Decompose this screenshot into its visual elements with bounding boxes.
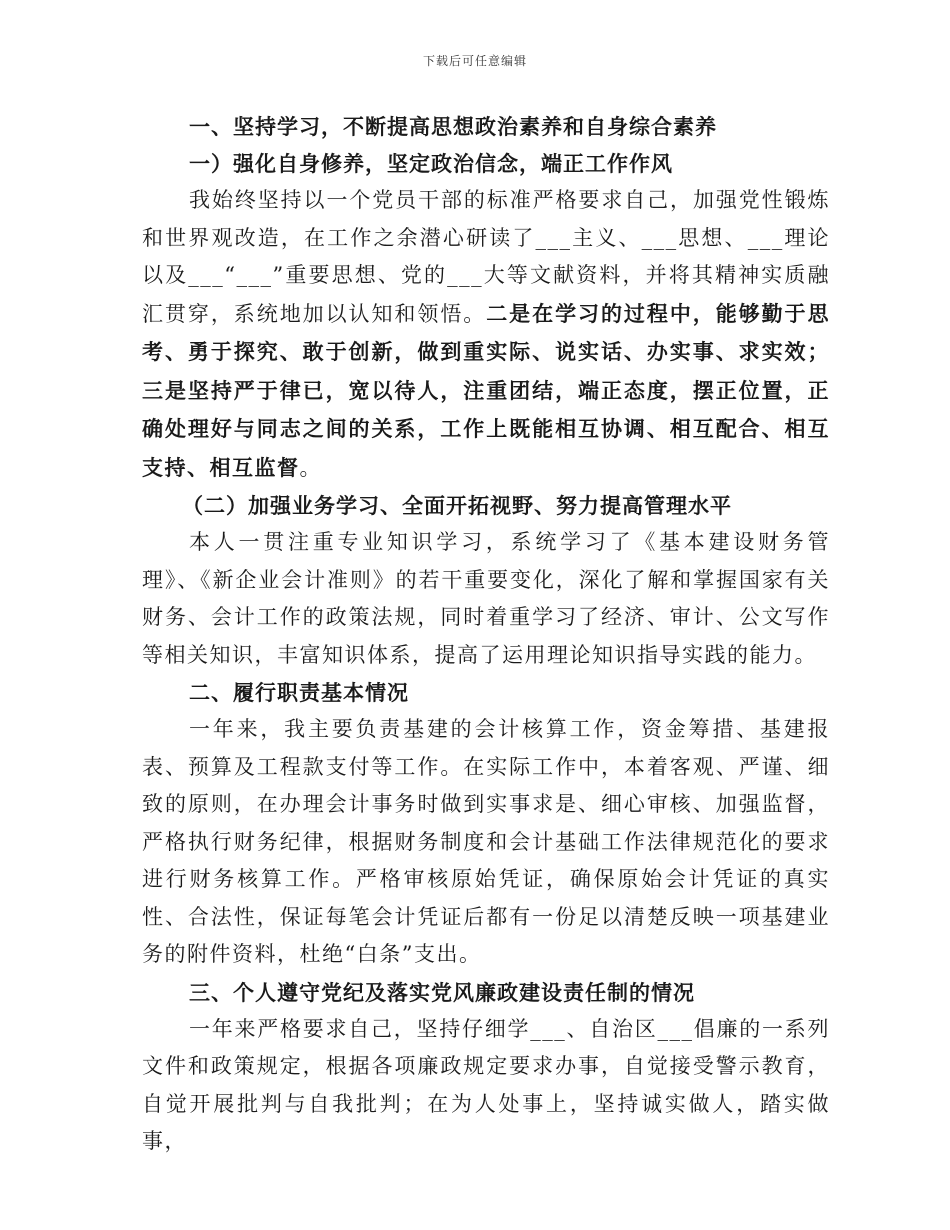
paragraph-2: 本人一贯注重专业知识学习，系统学习了《基本建设财务管理》、《新企业会计准则》的若干重要变化，深化了解和掌握国家有关财务、会计工作的政策法规，同时着重学习了经济、审计、公文写作等相关知识，丰富知识体系，提高了运用理论知识指导实践的能力。: [142, 530, 830, 667]
paragraph-4: 一年来严格要求自己，坚持仔细学___、自治区___倡廉的一系列文件和政策规定，根据各项廉政规定要求办事，自觉接受警示教育，自觉开展批判与自我批判；在为人处事上，坚持诚实做人，踏实做事，: [142, 1016, 830, 1153]
section-heading-2: 二、履行职责基本情况: [189, 680, 409, 705]
paragraph-1: [142, 182, 830, 487]
paragraph-1-normal-text: 我始终坚持以一个党员干部的标准严格要求自己，加强党性锻炼和世界观改造，在工作之余潜心研读了___主义、___思想、___理论以及___“___”重要思想、党的___大等文献资料，并将其精神实质融汇贯穿，系统地加以认知和领悟。: [142, 188, 830, 326]
paragraph-1-bold-text: 二是在学习的过程中，能够勤于思考、勇于探究、敢于创新，做到重实际、说实话、办实事、求实效；三是坚持严于律已，宽以待人，注重团结，端正态度，摆正位置，正确处理好与同志之间的关系，工作上既能相互协调、相互配合、相互支持、相互监督: [142, 300, 831, 480]
paragraph-1-end: 。: [299, 455, 322, 480]
page-header-watermark: 下载后可任意编辑: [422, 54, 527, 68]
subsection-heading-1-2: （二）加强业务学习、全面开拓视野、努力提高管理水平: [182, 493, 732, 518]
section-heading-1: 一、坚持学习，不断提高思想政治素养和自身综合素养: [189, 114, 717, 139]
document-body: [142, 108, 830, 1161]
paragraph-3: 一年来，我主要负责基建的会计核算工作，资金筹措、基建报表、预算及工程款支付等工作。在实际工作中，本着客观、严谨、细致的原则，在办理会计事务时做到实事求是、细心审核、加强监督，严格执行财务纪律，根据财务制度和会计基础工作法律规范化的要求进行财务核算工作。严格审核原始凭证，确保原始会计凭证的真实性、合法性，保证每笔会计凭证后都有一份足以清楚反映一项基建业务的附件资料，杜绝“白条”支出。: [142, 717, 830, 966]
section-heading-3: 三、个人遵守党纪及落实党风廉政建设责任制的情况: [189, 979, 695, 1005]
subsection-heading-1-1: 一）强化自身修养，坚定政治信念，端正工作作风: [189, 151, 673, 176]
